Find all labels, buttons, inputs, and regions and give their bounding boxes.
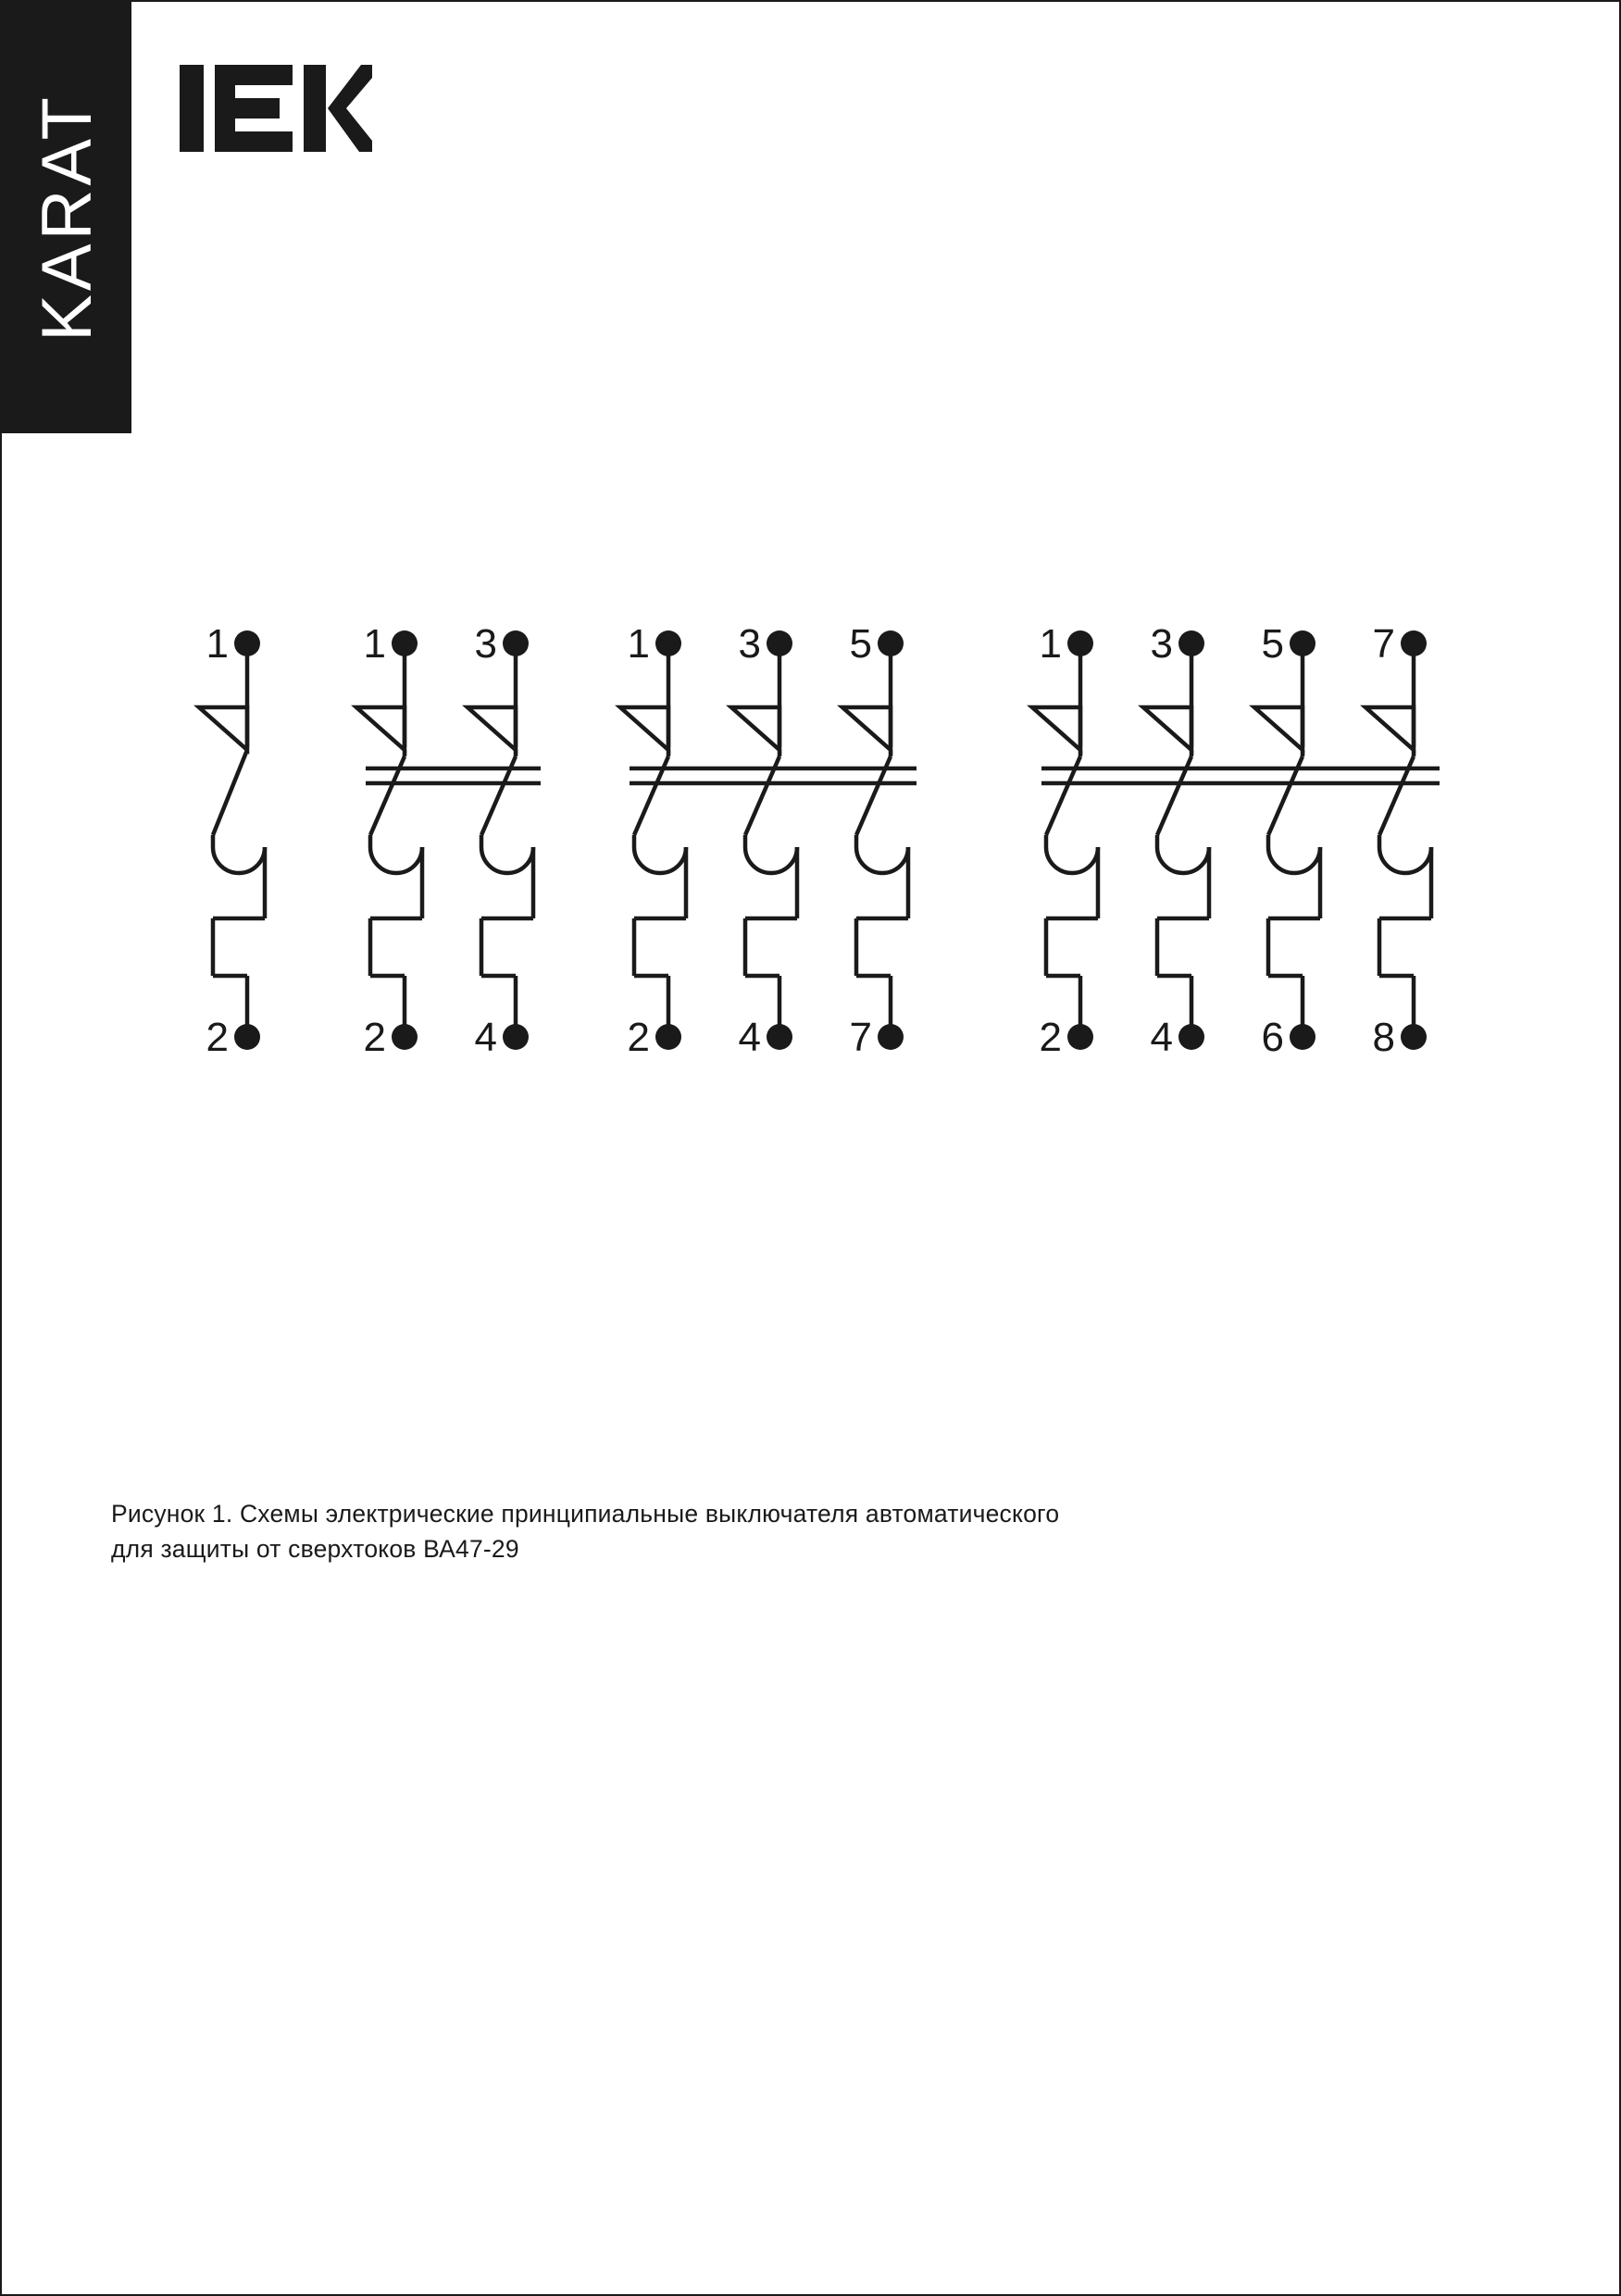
terminal-label-top-3p-1: 1	[627, 621, 650, 667]
terminal-label-top-4p-5: 5	[1261, 621, 1284, 667]
terminal-label-top-2p-3: 3	[474, 621, 497, 667]
brand-tab	[2, 2, 131, 433]
terminal-label-bottom-2p-4: 4	[474, 1015, 497, 1060]
iek-logo	[178, 57, 372, 159]
terminal-label-bottom-4p-8: 8	[1372, 1015, 1395, 1060]
terminal-label-bottom-3p-2: 2	[627, 1015, 650, 1060]
brand-tab-label: KARAT	[27, 94, 106, 342]
terminal-label-bottom-3p-4: 4	[738, 1015, 761, 1060]
terminal-label-top-1p-1: 1	[206, 621, 229, 667]
terminal-label-bottom-1p-2: 2	[206, 1015, 229, 1060]
terminal-label-top-3p-3: 3	[738, 621, 761, 667]
figure-caption	[111, 1497, 1315, 1566]
terminal-label-bottom-4p-4: 4	[1150, 1015, 1173, 1060]
terminal-label-top-2p-1: 1	[363, 621, 386, 667]
terminal-label-bottom-4p-6: 6	[1261, 1015, 1284, 1060]
terminal-label-bottom-4p-2: 2	[1039, 1015, 1062, 1060]
terminal-label-top-4p-1: 1	[1039, 621, 1062, 667]
terminal-label-top-3p-5: 5	[849, 621, 872, 667]
terminal-label-bottom-3p-7: 7	[849, 1015, 872, 1060]
terminal-label-top-4p-7: 7	[1372, 621, 1395, 667]
figure-caption-line-1: Рисунок 1. Схемы электрические принципиальные выключателя автоматического	[111, 1500, 1060, 1528]
circuit-schematic	[2, 557, 1621, 1205]
terminal-label-bottom-2p-2: 2	[363, 1015, 386, 1060]
figure-caption-line-2: для защиты от сверхтоков ВА47-29	[111, 1534, 519, 1563]
terminal-label-top-4p-3: 3	[1150, 621, 1173, 667]
